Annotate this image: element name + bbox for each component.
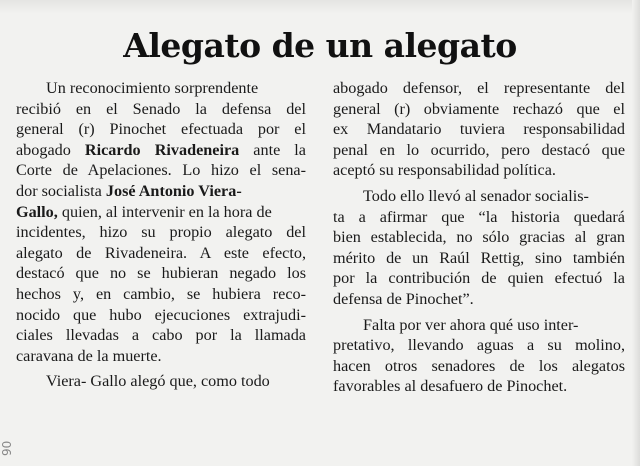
person-name: José Antonio Viera-: [105, 181, 242, 200]
scan-edge-right: [632, 0, 640, 466]
margin-page-mark: 90: [0, 440, 14, 456]
text-line: nocido que hubo ejecuciones extrajudi-: [16, 305, 306, 324]
text-line: Un reconocimiento sorprendente: [46, 79, 259, 97]
text-line: Viera- Gallo alegó que, como todo: [46, 372, 270, 391]
text-line: general (r) Pinochet efectuada por el: [16, 120, 306, 139]
person-name: Gallo,: [16, 202, 58, 221]
text-line: alegato de Rivadeneira. A este efecto,: [16, 243, 306, 262]
text-line: penal en lo ocurrido, pero destacó que: [333, 140, 625, 159]
text-run: quien, al intervenir en la hora de: [57, 202, 272, 221]
text-line: caravana de la muerte.: [16, 346, 162, 365]
person-name: Ricardo Rivadeneira: [84, 140, 240, 159]
article-headline: Alegato de un alegato: [123, 26, 517, 65]
text-line: por la contribución de quien efectuó la: [333, 269, 625, 288]
text-line: Todo ello llevó al senador socialis-: [363, 186, 589, 205]
text-line: aceptó su responsabilidad política.: [333, 161, 556, 180]
text-line: [16, 140, 306, 161]
text-line: [16, 181, 306, 202]
text-line: pretativo, llevando aguas a su molino,: [333, 336, 625, 355]
text-run: dor socialista: [16, 181, 106, 200]
text-line: abogado defensor, el representante del: [333, 79, 625, 97]
article-column-left: [16, 78, 306, 392]
text-line: general (r) obviamente rechazó que el: [333, 99, 625, 118]
text-line: [16, 202, 306, 223]
text-line: incidentes, hizo su propio alegato del: [16, 223, 306, 242]
text-line: Corte de Apelaciones. Lo hizo el sena-: [16, 161, 306, 180]
text-line: favorables al desafuero de Pinochet.: [333, 377, 568, 396]
text-line: mérito de un Raúl Rettig, sino también: [333, 248, 625, 267]
text-run: ante la: [239, 140, 306, 159]
text-line: hechos y, en cambio, se hubiera reco-: [16, 284, 306, 303]
text-line: defensa de Pinochet”.: [333, 289, 474, 308]
text-line: Falta por ver ahora qué uso inter-: [363, 315, 579, 334]
text-line: destacó que no se hubieran negado los: [16, 264, 306, 283]
text-run: abogado: [16, 140, 85, 159]
text-line: bien establecida, no sólo gracias al gran: [333, 228, 625, 247]
text-line: ta a afirmar que “la historia quedará: [333, 207, 625, 226]
text-line: hacen otros senadores de los alegatos: [333, 356, 625, 375]
scan-edge-top: [0, 0, 640, 14]
text-line: ciales llevadas a cabo por la llamada: [16, 326, 306, 345]
text-line: recibió en el Senado la defensa del: [16, 99, 306, 118]
article-column-right: [333, 78, 625, 397]
text-line: ex Mandatario tuviera responsabilidad: [333, 120, 625, 139]
